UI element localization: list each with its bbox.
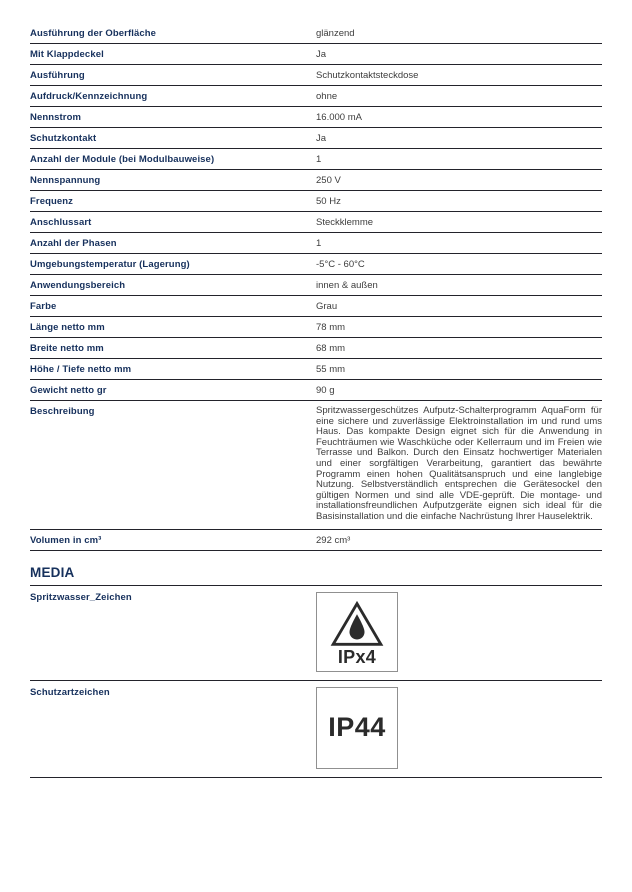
spec-value: -5°C - 60°C [316, 259, 365, 270]
spec-row [30, 296, 602, 317]
spec-row [30, 380, 602, 401]
spec-value: 292 cm³ [316, 534, 351, 546]
spec-label: Gewicht netto gr [30, 385, 107, 396]
spec-label: Aufdruck/Kennzeichnung [30, 91, 148, 102]
spec-label: Volumen in cm³ [30, 534, 102, 546]
spec-label: Beschreibung [30, 406, 95, 417]
spec-value: Grau [316, 301, 338, 312]
spec-row [30, 23, 602, 44]
spec-value: 90 g [316, 385, 335, 396]
page-content [30, 23, 602, 778]
spec-value: glänzend [316, 28, 355, 39]
spec-label: Nennstrom [30, 112, 82, 123]
spec-label: Anschlussart [30, 217, 92, 228]
spec-table [30, 23, 602, 551]
spec-label: Anwendungsbereich [30, 280, 126, 291]
ip44-rating-text: IP44 [328, 712, 386, 743]
spec-label: Ausführung der Oberfläche [30, 28, 157, 39]
spec-row [30, 191, 602, 212]
spec-row [30, 170, 602, 191]
spec-row [30, 401, 602, 530]
spec-label: Nennspannung [30, 175, 101, 186]
ipx4-rating-text: IPx4 [337, 647, 377, 668]
spec-label: Anzahl der Phasen [30, 238, 117, 249]
spec-label: Mit Klappdeckel [30, 49, 104, 60]
spec-row [30, 530, 602, 551]
media-item-label: Schutzartzeichen [30, 686, 110, 698]
media-row-spritzwasser-zeichen [30, 586, 602, 681]
spec-row [30, 338, 602, 359]
spec-value: 250 V [316, 175, 341, 186]
media-item-label: Spritzwasser_Zeichen [30, 591, 132, 603]
spec-value: 68 mm [316, 343, 346, 354]
spec-value: Ja [316, 133, 327, 144]
spec-label: Umgebungstemperatur (Lagerung) [30, 259, 190, 270]
spec-label: Anzahl der Module (bei Modulbauweise) [30, 154, 215, 165]
spec-value: Schutzkontaktsteckdose [316, 70, 419, 81]
spec-value: Ja [316, 49, 327, 60]
spec-label: Höhe / Tiefe netto mm [30, 364, 132, 375]
media-badge-column [316, 592, 602, 672]
spec-label: Ausführung [30, 70, 85, 81]
media-badge-column [316, 687, 602, 769]
spec-row [30, 86, 602, 107]
spec-value: 1 [316, 154, 322, 165]
spec-row [30, 149, 602, 170]
spec-value: 16.000 mA [316, 112, 362, 123]
spec-value: Spritzwassergeschützes Aufputz-Schalterprogramm AquaForm für eine sichere und zuverlässige Elektroinstallation im und rund ums Haus. Das kompakte Design eignet sich für die Anwendung in Feuchträumen wie Waschküche oder Kellerraum und im Freien wie Terrasse und Balkon. Durch den Einsatz hochwertiger Materialen und einer sorgfältigen Verarbeitung, garantiert das bewährte Programm einen hohen Qualitätsanspruch und eine langlebige Nutzung. Selbstverständlich entsprechen die Gerätesockel den gültigen Normen und sind alle VDE-geprüft. Die montage- und installationsfreundlichen Aufputzgeräte eignen sich ideal für die Basisinstallation und die einfache Nachrüstung Ihrer Hauselektrik. [316, 405, 602, 522]
spec-value: 78 mm [316, 322, 346, 333]
spec-row [30, 359, 602, 380]
media-section-heading: MEDIA [30, 565, 602, 586]
spec-value: Steckklemme [316, 217, 374, 228]
spec-label: Frequenz [30, 196, 74, 207]
spec-row [30, 233, 602, 254]
spec-label: Länge netto mm [30, 322, 105, 333]
spec-row [30, 65, 602, 86]
spec-row [30, 44, 602, 65]
spec-value: 50 Hz [316, 196, 341, 207]
spec-value: 1 [316, 238, 322, 249]
media-row-schutzartzeichen [30, 681, 602, 778]
spec-row [30, 275, 602, 296]
spec-row [30, 254, 602, 275]
spec-row [30, 212, 602, 233]
ipx4-badge [316, 592, 398, 672]
spec-value: innen & außen [316, 280, 378, 291]
spec-label: Breite netto mm [30, 343, 104, 354]
ip44-badge [316, 687, 398, 769]
spec-value: ohne [316, 91, 338, 102]
spec-row [30, 107, 602, 128]
spec-label: Schutzkontakt [30, 133, 97, 144]
spec-row [30, 317, 602, 338]
spec-label: Farbe [30, 301, 57, 312]
spec-value: 55 mm [316, 364, 346, 375]
spec-row [30, 128, 602, 149]
water-drop-triangle-icon [330, 601, 384, 647]
